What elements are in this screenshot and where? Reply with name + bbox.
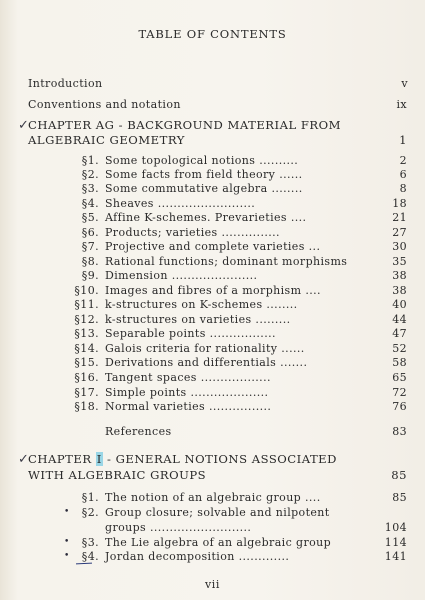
- toc-entry-introduction[interactable]: [0, 77, 425, 91]
- chapter-title-line2: WITH ALGEBRAIC GROUPS: [28, 468, 207, 482]
- chapter-page: 85: [391, 468, 407, 482]
- toc-section[interactable]: [0, 298, 425, 312]
- toc-section[interactable]: [0, 284, 425, 298]
- section-title: Images and fibres of a morphism ....: [105, 284, 321, 297]
- section-number: §15.: [74, 356, 99, 369]
- section-number: §3.: [81, 182, 99, 195]
- section-page: 21: [392, 211, 407, 224]
- section-number: §16.: [74, 371, 99, 384]
- toc-section[interactable]: [0, 182, 425, 196]
- chapter-i-heading[interactable]: [0, 452, 425, 466]
- section-number: §2.: [81, 506, 99, 519]
- section-title: Projective and complete varieties ...: [105, 240, 321, 253]
- toc-section[interactable]: [0, 327, 425, 341]
- section-page: 104: [384, 521, 407, 534]
- section-title: groups ..........................: [105, 521, 252, 534]
- section-page: 85: [392, 491, 407, 504]
- section-number: §5.: [81, 211, 99, 224]
- section-page: 44: [392, 313, 407, 326]
- page-number: vii: [204, 578, 221, 591]
- section-number: §9.: [81, 269, 99, 282]
- section-number: §14.: [74, 342, 99, 355]
- section-number: §11.: [74, 298, 99, 311]
- section-title: Galois criteria for rationality ......: [105, 342, 305, 355]
- bullet-mark-icon: •: [64, 551, 70, 561]
- entry-label: References: [105, 425, 172, 438]
- section-page: 35: [392, 255, 407, 268]
- section-title: The Lie algebra of an algebraic group: [105, 536, 332, 549]
- toc-section[interactable]: [0, 371, 425, 385]
- toc-entry-references[interactable]: [0, 425, 425, 439]
- entry-label: Conventions and notation: [28, 98, 181, 111]
- section-title: Some commutative algebra ........: [105, 182, 303, 195]
- section-page: 8: [399, 182, 407, 195]
- chapter-ag-heading-line2: [0, 133, 425, 147]
- pen-underline: [76, 563, 92, 565]
- section-title: Separable points .................: [105, 327, 276, 340]
- toc-section[interactable]: [0, 313, 425, 327]
- bullet-mark-icon: •: [64, 507, 70, 517]
- toc-section[interactable]: [0, 386, 425, 400]
- entry-label: Introduction: [28, 77, 103, 90]
- chapter-title-rest: - GENERAL NOTIONS ASSOCIATED: [102, 452, 337, 466]
- section-page: 65: [392, 371, 407, 384]
- section-title: The notion of an algebraic group ....: [105, 491, 321, 504]
- section-title: k-structures on K-schemes ........: [105, 298, 298, 311]
- highlighted-numeral: I: [96, 452, 102, 466]
- section-page: 141: [384, 550, 407, 563]
- section-number: §1.: [81, 491, 99, 504]
- chapter-title-line1: [28, 452, 337, 466]
- page-title: TABLE OF CONTENTS: [138, 27, 287, 41]
- section-page: 38: [392, 284, 407, 297]
- bullet-mark-icon: •: [64, 537, 70, 547]
- toc-section[interactable]: [0, 197, 425, 211]
- check-mark-icon: ✓: [18, 118, 30, 133]
- section-number: §6.: [81, 226, 99, 239]
- section-title: Derivations and differentials .......: [105, 356, 308, 369]
- section-title: Group closure; solvable and nilpotent: [105, 506, 330, 519]
- section-title: Rational functions; dominant morphisms: [105, 255, 348, 268]
- toc-section[interactable]: [0, 356, 425, 370]
- section-title: Sheaves .........................: [105, 197, 256, 210]
- section-title: Some topological notions ..........: [105, 154, 299, 167]
- section-page: 18: [392, 197, 407, 210]
- chapter-title-line1: CHAPTER AG - BACKGROUND MATERIAL FROM: [28, 118, 342, 132]
- section-title: k-structures on varieties .........: [105, 313, 291, 326]
- toc-section[interactable]: [0, 240, 425, 254]
- toc-section[interactable]: [0, 211, 425, 225]
- section-number: §7.: [81, 240, 99, 253]
- toc-section[interactable]: [0, 550, 425, 564]
- toc-section[interactable]: [0, 400, 425, 414]
- toc-section-continued: [0, 521, 425, 535]
- section-page: 114: [384, 536, 407, 549]
- chapter-page: 1: [399, 133, 407, 147]
- section-title: Simple points ....................: [105, 386, 269, 399]
- toc-section[interactable]: [0, 226, 425, 240]
- section-page: 38: [392, 269, 407, 282]
- section-title: Products; varieties ...............: [105, 226, 280, 239]
- section-number: §1.: [81, 154, 99, 167]
- section-number: §10.: [74, 284, 99, 297]
- entry-page: ix: [396, 98, 407, 111]
- section-number: §12.: [74, 313, 99, 326]
- section-page: 30: [392, 240, 407, 253]
- section-number: §8.: [81, 255, 99, 268]
- section-title: Normal varieties ................: [105, 400, 272, 413]
- chapter-ag-heading[interactable]: [0, 118, 425, 132]
- section-title: Affine K-schemes. Prevarieties ....: [105, 211, 307, 224]
- section-number: §3.: [81, 536, 99, 549]
- toc-section[interactable]: [0, 154, 425, 168]
- toc-section[interactable]: [0, 342, 425, 356]
- section-page: 2: [399, 154, 407, 167]
- toc-section[interactable]: [0, 269, 425, 283]
- entry-page: 83: [392, 425, 407, 438]
- section-number: §18.: [74, 400, 99, 413]
- section-number: §4.: [81, 550, 99, 563]
- section-number: §17.: [74, 386, 99, 399]
- chapter-i-heading-line2: [0, 468, 425, 482]
- entry-page: v: [401, 77, 408, 90]
- toc-section[interactable]: [0, 536, 425, 550]
- section-title: Dimension ......................: [105, 269, 258, 282]
- section-page: 40: [392, 298, 407, 311]
- toc-entry-conventions[interactable]: [0, 98, 425, 112]
- section-page: 76: [392, 400, 407, 413]
- section-page: 72: [392, 386, 407, 399]
- section-title: Some facts from field theory ......: [105, 168, 303, 181]
- check-mark-icon: ✓: [18, 452, 30, 467]
- section-page: 6: [399, 168, 407, 181]
- chapter-title-line2: ALGEBRAIC GEOMETRY: [28, 133, 185, 147]
- section-number: §4.: [81, 197, 99, 210]
- section-page: 52: [392, 342, 407, 355]
- toc-section[interactable]: [0, 168, 425, 182]
- section-number: §2.: [81, 168, 99, 181]
- toc-section[interactable]: [0, 506, 425, 520]
- toc-section[interactable]: [0, 491, 425, 505]
- section-title: Jordan decomposition .............: [105, 550, 290, 563]
- toc-section[interactable]: [0, 255, 425, 269]
- section-page: 47: [392, 327, 407, 340]
- section-number: §13.: [74, 327, 99, 340]
- section-page: 27: [392, 226, 407, 239]
- section-title: Tangent spaces ..................: [105, 371, 271, 384]
- chapter-prefix: CHAPTER: [28, 452, 96, 466]
- section-page: 58: [392, 356, 407, 369]
